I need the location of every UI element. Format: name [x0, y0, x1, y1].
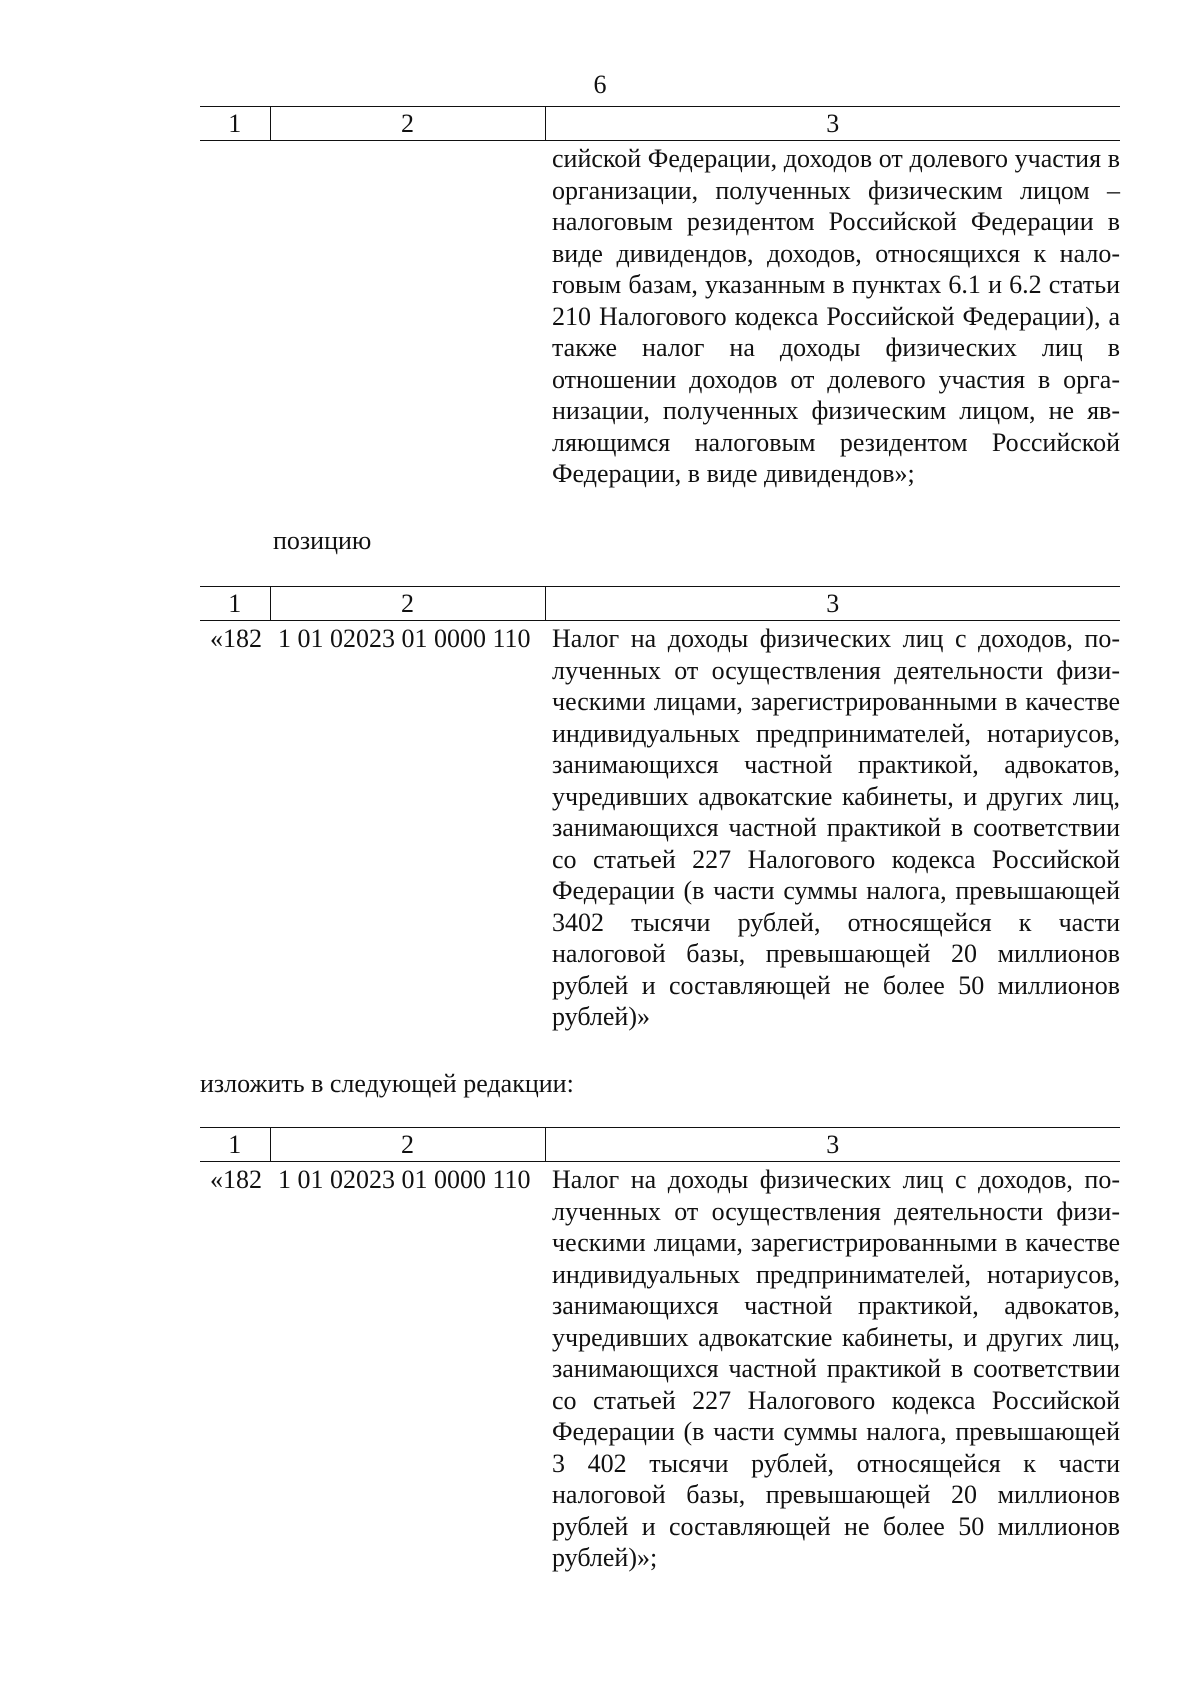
table-row	[200, 141, 1120, 490]
column-header-2: 2	[270, 587, 545, 621]
label-position: позицию	[273, 526, 372, 555]
column-header-1: 1	[200, 107, 270, 141]
column-header-2: 2	[270, 1128, 545, 1162]
table-new-position	[200, 1127, 1120, 1574]
column-header-3: 3	[545, 107, 1120, 141]
description-cell: Налог на доходы физических лиц с доходов, полученных от осуществления деятельности физическими лицами, зарегистрированными в качестве индивидуальных предпринимателей, нотариусов, занимающихся частной практикой, адвокатов, учредивших адвокатские кабинеты, и других лиц, занимающихся частной практикой в соответствии со статьей 227 Налогового кодекса Российской Федерации (в части суммы налога, превышающей 3 402 тысячи рублей, относящейся к части налоговой базы, превышающей 20 миллионов рублей и составляющей не более 50 миллионов рублей)»;	[552, 1165, 1120, 1572]
budget-code-cell: 1 01 02023 01 0000 110	[278, 624, 531, 653]
column-header-2: 2	[270, 107, 545, 141]
table-header-row	[200, 107, 1120, 141]
column-header-1: 1	[200, 587, 270, 621]
table-old-position	[200, 586, 1120, 1033]
label-new-redaction: изложить в следующей редакции:	[200, 1069, 574, 1098]
table-continuation	[200, 106, 1120, 490]
budget-code-cell: 1 01 02023 01 0000 110	[278, 1165, 531, 1194]
column-header-3: 3	[545, 1128, 1120, 1162]
table-header-row	[200, 587, 1120, 621]
table-row	[200, 621, 1120, 1033]
page-number: 6	[593, 70, 607, 99]
column-header-3: 3	[545, 587, 1120, 621]
budget-code-cell	[270, 141, 545, 490]
column-header-1: 1	[200, 1128, 270, 1162]
description-cell: Налог на доходы физических лиц с доходов, полученных от осуществления деятельности физическими лицами, зарегистрированными в качестве индивидуальных предпринимателей, нотариусов, занимающихся частной практикой, адвокатов, учредивших адвокатские кабинеты, и других лиц, занимающихся частной практикой в соответствии со статьей 227 Налогового кодекса Российской Федерации (в части суммы налога, превышающей 3402 тысячи рублей, относящейся к части налоговой базы, превышающей 20 миллионов рублей и составляющей не более 50 миллионов рублей)»	[552, 624, 1120, 1031]
table-row	[200, 1162, 1120, 1574]
description-cell: сийской Федерации, доходов от долевого участия в организации, полученных физическим лицом – налоговым резидентом Российской Федерации в виде дивидендов, доходов, относящихся к налоговым базам, указанным в пунктах 6.1 и 6.2 статьи 210 Налогового кодекса Российской Федерации), а также налог на доходы физических лиц в отношении доходов от долевого участия в организации, полученных физическим лицом, не являющимся налоговым резидентом Российской Федерации, в виде дивидендов»;	[552, 144, 1120, 488]
code-prefix-cell: «182	[210, 624, 262, 653]
code-prefix-cell: «182	[210, 1165, 262, 1194]
code-prefix-cell	[200, 141, 270, 490]
table-header-row	[200, 1128, 1120, 1162]
